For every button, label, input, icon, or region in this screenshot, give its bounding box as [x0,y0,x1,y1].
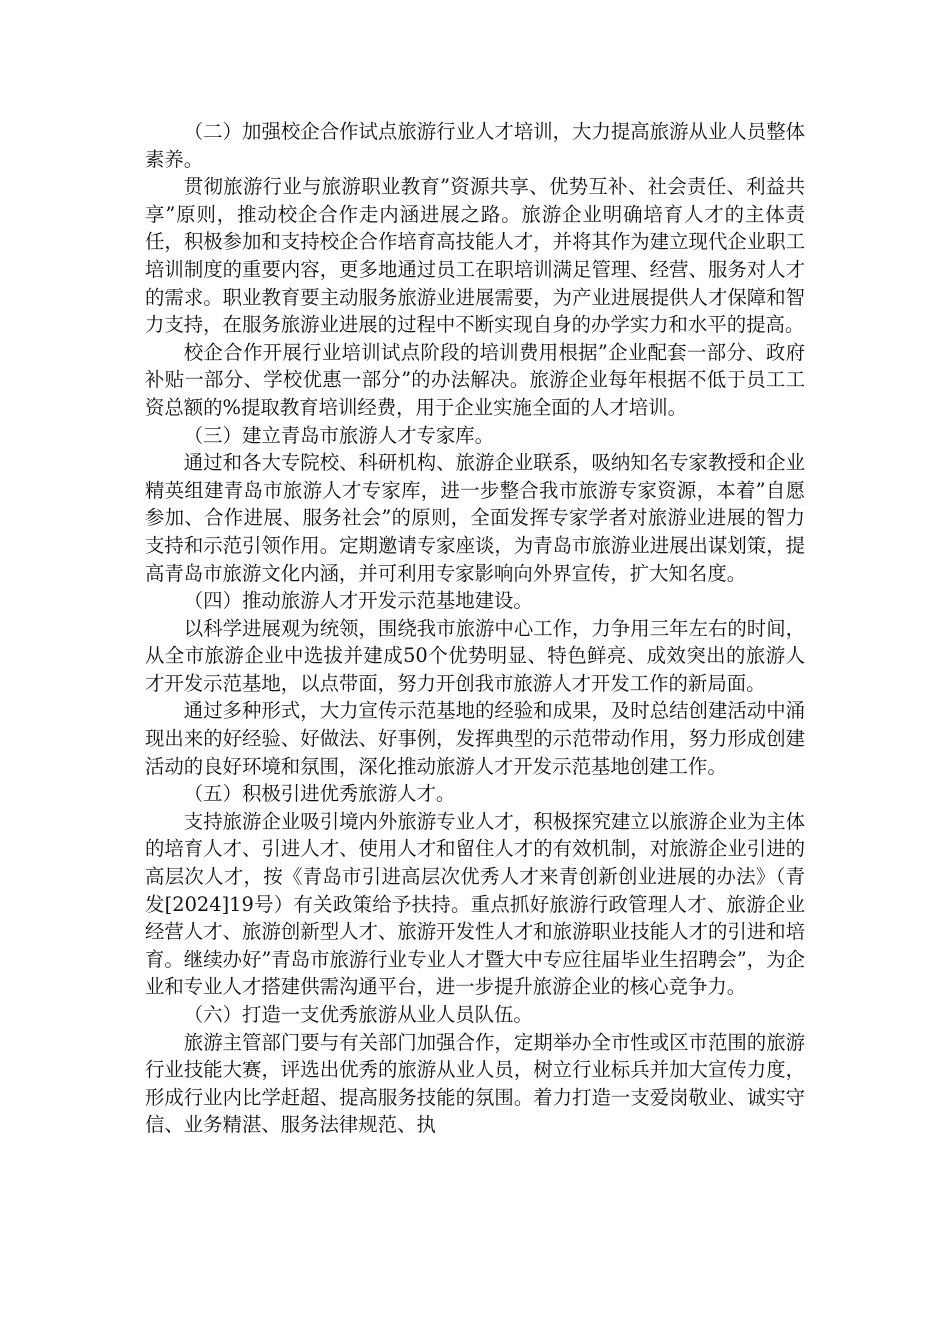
paragraph: 旅游主管部门要与有关部门加强合作，定期举办全市性或区市范围的旅游行业技能大赛，评选出优秀的旅游从业人员，树立行业标兵并加大宣传力度，形成行业内比学赶超、提高服务技能的氛围。着力打造一支爱岗敬业、诚实守信、业务精湛、服务法律规范、执 [145,1030,805,1137]
section-heading-6: （六）打造一支优秀旅游从业人员队伍。 [183,1003,533,1026]
paragraph: 校企合作开展行业培训试点阶段的培训费用根据”企业配套一部分、政府补贴一部分、学校优惠一部分”的办法解决。旅游企业每年根据不低于员工工资总额的%提取教育培训经费，用于企业实施全面的人才培训。 [145,340,805,419]
paragraph: 通过和各大专院校、科研机构、旅游企业联系，吸纳知名专家教授和企业精英组建青岛市旅游人才专家库，进一步整合我市旅游专家资源，本着”自愿参加、合作进展、服务社会”的原则，全面发挥专家学者对旅游业进展的智力支持和示范引领作用。定期邀请专家座谈，为青岛市旅游业进展出谋划策，提高青岛市旅游文化内涵，并可利用专家影响向外界宣传，扩大知名度。 [145,451,805,585]
paragraph: 以科学进展观为统领，围绕我市旅游中心工作，力争用三年左右的时间，从全市旅游企业中选拔并建成50个优势明显、特色鲜亮、成效突出的旅游人才开发示范基地，以点带面，努力开创我市旅游人才开发工作的新局面。 [145,616,805,695]
section-heading-3: （三）建立青岛市旅游人才专家库。 [183,423,495,447]
section-heading-5: （五）积极引进优秀旅游人才。 [183,782,456,806]
paragraph: 通过多种形式，大力宣传示范基地的经验和成果，及时总结创建活动中涌现出来的好经验、好做法、好事例，发挥典型的示范带动作用，努力形成创建活动的良好环境和氛围，深化推动旅游人才开发示范基地创建工作。 [145,699,805,778]
document-page [145,118,805,1139]
section-heading-4: （四）推动旅游人才开发示范基地建设。 [183,589,533,613]
paragraph: 支持旅游企业吸引境内外旅游专业人才，积极探究建立以旅游企业为主体的培育人才、引进人才、使用人才和留住人才的有效机制，对旅游企业引进的高层次人才，按《青岛市引进高层次优秀人才来青创新创业进展的办法》（青发[2024]19号）有关政策给予扶持。重点抓好旅游行政管理人才、旅游企业经营人才、旅游创新型人才、旅游开发性人才和旅游职业技能人才的引进和培育。继续办好”青岛市旅游行业专业人才暨大中专应往届毕业生招聘会”，为企业和专业人才搭建供需沟通平台，进一步提升旅游企业的核心竞争力。 [145,809,805,999]
paragraph: 贯彻旅游行业与旅游职业教育”资源共享、优势互补、社会责任、利益共享”原则，推动校企合作走内涵进展之路。旅游企业明确培育人才的主体责任，积极参加和支持校企合作培育高技能人才，并将其作为建立现代企业职工培训制度的重要内容，更多地通过员工在职培训满足管理、经营、服务对人才的需求。职业教育要主动服务旅游业进展需要，为产业进展提供人才保障和智力支持，在服务旅游业进展的过程中不断实现自身的办学实力和水平的提高。 [145,175,805,337]
section-heading-2: （二）加强校企合作试点旅游行业人才培训，大力提高旅游从业人员整体素养。 [145,120,805,171]
